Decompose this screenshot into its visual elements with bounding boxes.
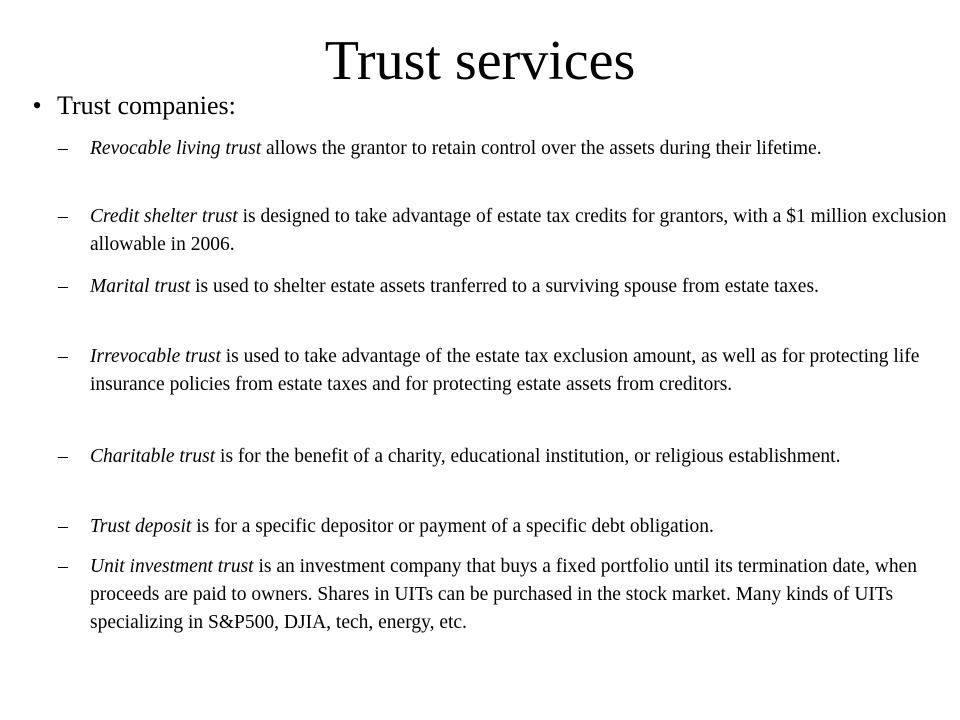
term-description: allows the grantor to retain control over the assets during their lifetime. (261, 138, 822, 159)
dash-icon: – (58, 276, 68, 297)
slide-title: Trust services (324, 30, 636, 92)
term-label: Irrevocable trust (90, 346, 221, 367)
dash-icon: – (58, 556, 68, 577)
dash-icon: – (58, 346, 68, 367)
list-item-trust-deposit (58, 513, 958, 541)
term-label: Trust deposit (90, 516, 192, 537)
list-item-revocable-living-trust (58, 135, 958, 163)
term-description: is designed to take advantage of estate tax credits for grantors, with a $1 million exclusion allowable in 2006. (90, 206, 947, 255)
bullet-dot-icon: • (32, 91, 42, 120)
dash-icon: – (58, 446, 68, 467)
dash-icon: – (58, 516, 68, 537)
term-description: is used to take advantage of the estate tax exclusion amount, as well as for protecting life insurance policies from estate taxes and for protecting estate assets from creditors. (90, 346, 920, 395)
term-description: is an investment company that buys a fixed portfolio until its termination date, when proceeds are paid to owners. Shares in UITs can be purchased in the stock market. Many kinds of UITs specializing in S&P500, DJIA, tech, energy, etc. (90, 556, 917, 633)
list-item-charitable-trust (58, 443, 958, 471)
term-label: Unit investment trust (90, 556, 254, 577)
term-description: is for a specific depositor or payment of a specific debt obligation. (191, 516, 714, 537)
term-label: Revocable living trust (90, 138, 262, 159)
term-label: Credit shelter trust (90, 206, 238, 227)
dash-icon: – (58, 138, 68, 159)
list-item-marital-trust (58, 273, 958, 301)
term-label: Charitable trust (90, 446, 216, 467)
list-item-credit-shelter-trust (58, 203, 958, 259)
bullet-label: Trust companies: (57, 91, 236, 120)
bullet-trust-companies (30, 90, 236, 122)
term-label: Marital trust (90, 276, 191, 297)
list-item-irrevocable-trust (58, 343, 958, 399)
term-description: is for the benefit of a charity, educational institution, or religious establishment. (215, 446, 841, 467)
list-item-unit-investment-trust (58, 553, 958, 637)
dash-icon: – (58, 206, 68, 227)
term-description: is used to shelter estate assets tranferred to a surviving spouse from estate taxes. (190, 276, 819, 297)
